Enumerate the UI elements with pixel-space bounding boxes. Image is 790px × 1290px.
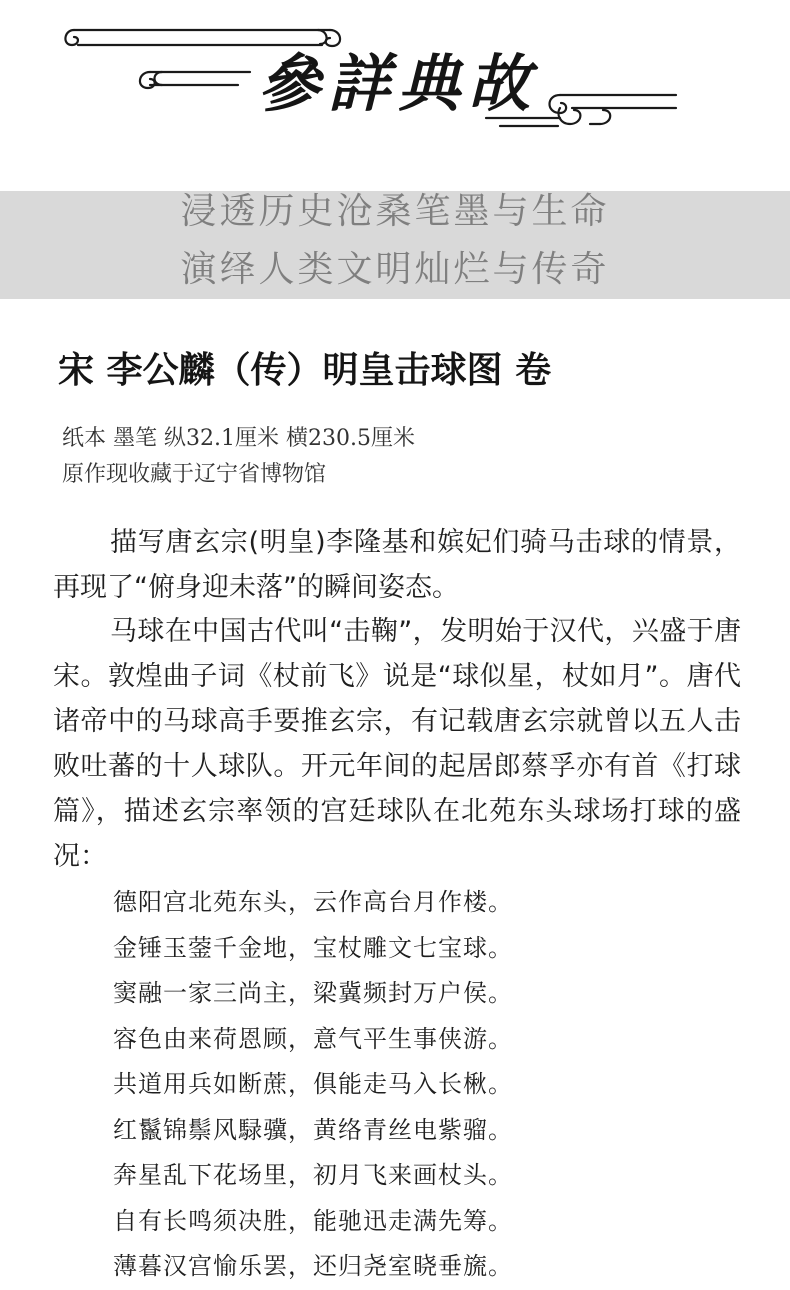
poem-line: 共道用兵如断蔗，俱能走马入长楸。 bbox=[113, 1070, 513, 1098]
poem-line: 金锤玉蓥千金地，宝杖雕文七宝球。 bbox=[113, 933, 513, 962]
artwork-title: 宋 李公麟（传）明皇击球图 卷 bbox=[58, 349, 552, 391]
poem-block bbox=[113, 880, 673, 1290]
poem-line: 德阳宫北苑东头，云作高台月作楼。 bbox=[113, 888, 513, 916]
poem-line: 容色由来荷恩顾，意气平生事侠游。 bbox=[113, 1024, 513, 1053]
poem-line: 薄暮汉宫愉乐罢，还归尧室晓垂旒。 bbox=[113, 1252, 513, 1280]
poem-line: 奔星乱下花场里，初月飞来画杖头。 bbox=[113, 1161, 513, 1189]
poem-line: 红鬣锦鬃风騄骥，黄络青丝电紫骝。 bbox=[113, 1115, 513, 1144]
body-paragraph-1: 描写唐玄宗(明皇)李隆基和嫔妃们骑马击球的情景，再现了“俯身迎未落”的瞬间姿态。 bbox=[53, 527, 741, 603]
header-section bbox=[0, 0, 790, 185]
tagline-line-2: 演绎人类文明灿烂与传奇 bbox=[180, 249, 610, 290]
poem-line: 窦融一家三尚主，梁冀频封万户侯。 bbox=[113, 979, 513, 1007]
poem-line: 自有长鸣须决胜，能驰迅走满先筹。 bbox=[113, 1206, 513, 1235]
tagline-line-1: 浸透历史沧桑笔墨与生命 bbox=[180, 191, 610, 232]
artwork-collection: 原作现收藏于辽宁省博物馆 bbox=[62, 462, 327, 487]
body-paragraph-2: 马球在中国古代叫“击鞠”，发明始于汉代，兴盛于唐宋。敦煌曲子词《杖前飞》说是“球似星，杖如月”。唐代诸帝中的马球高手要推玄宗，有记载唐玄宗就曾以五人击败吐蕃的十人球队。开元年间的起居郎蔡孚亦有首《打球篇》，描述玄宗率领的宫廷球队在北苑东头球场打球的盛况： bbox=[53, 616, 741, 872]
artwork-medium-dimensions: 纸本 墨笔 纵32.1厘米 横230.5厘米 bbox=[62, 426, 415, 451]
section-heading: 參詳典故 bbox=[257, 47, 538, 120]
